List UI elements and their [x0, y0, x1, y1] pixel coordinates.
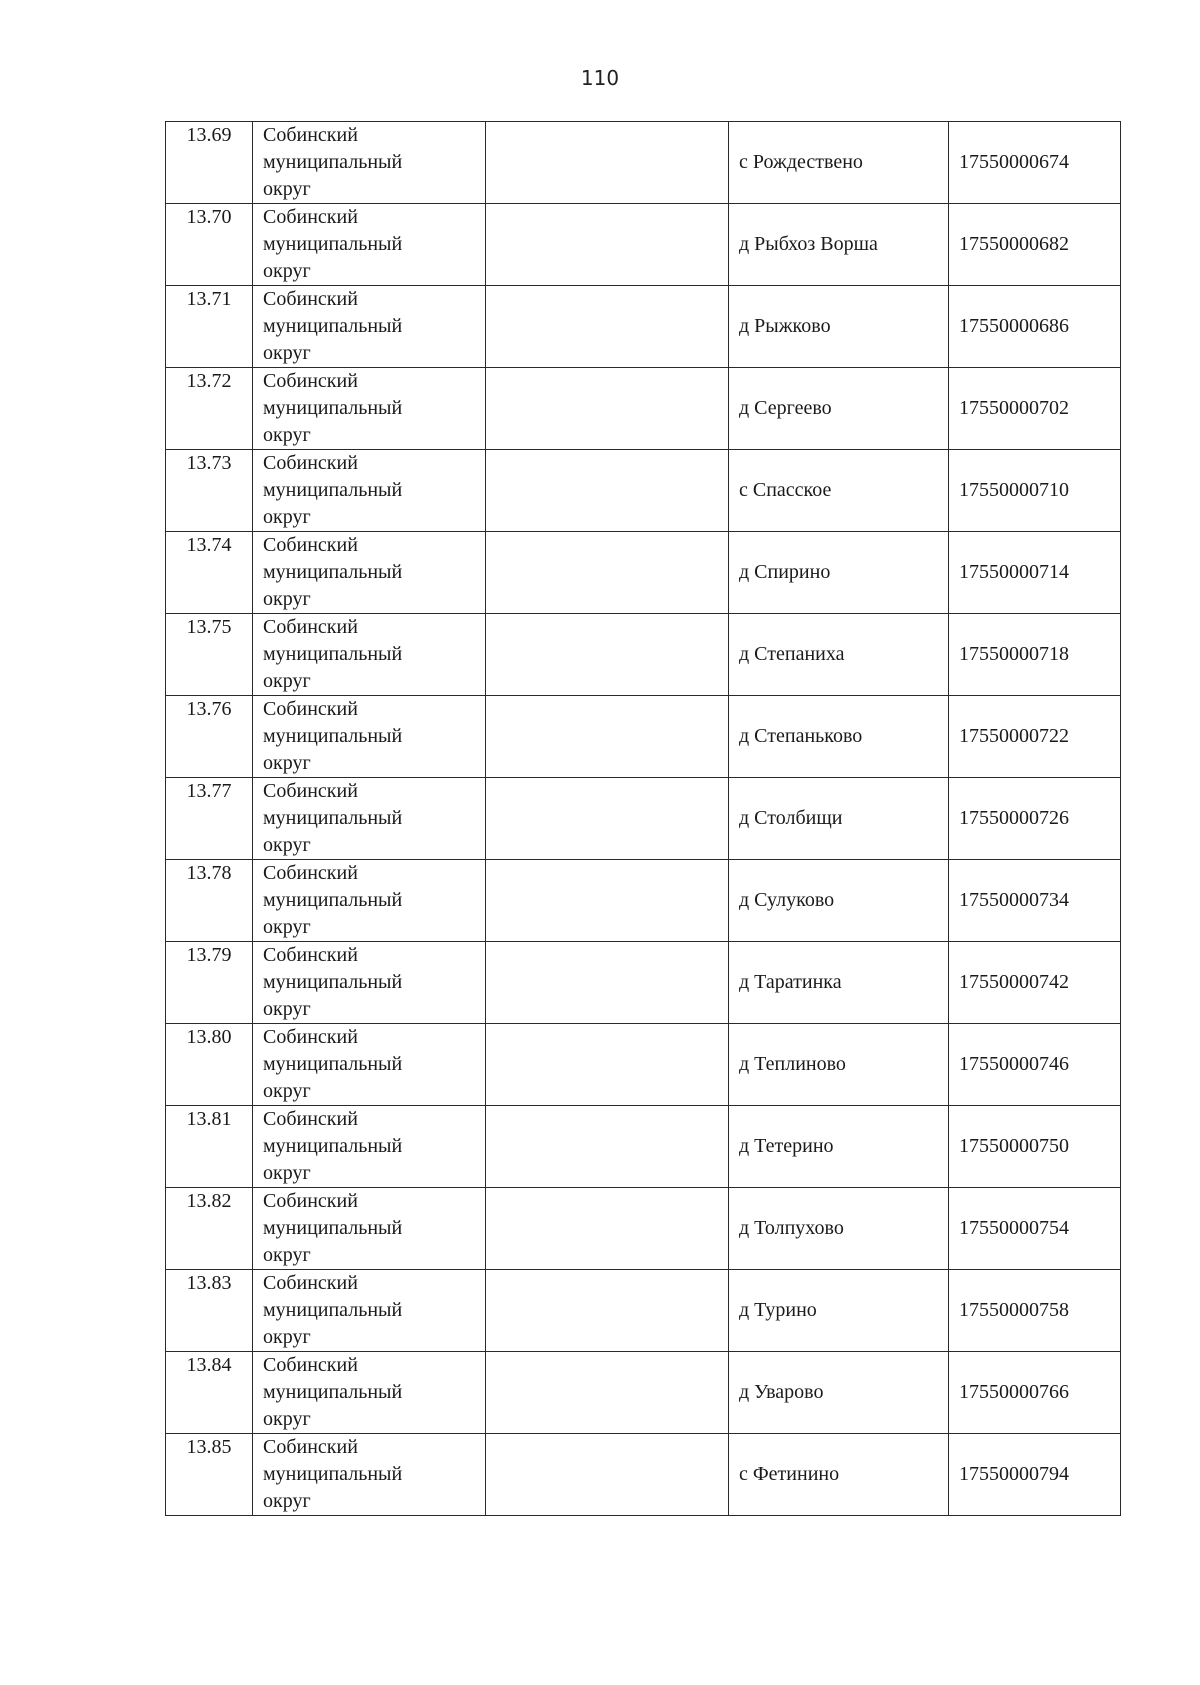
oktmo-code-cell: 17550000794 [949, 1434, 1121, 1516]
municipality-text-line: округ [263, 1244, 311, 1266]
municipality-text-line: округ [263, 1490, 311, 1512]
settlement-name-cell: д Уварово [729, 1352, 949, 1434]
municipality-text-line: муниципальный [263, 1217, 403, 1239]
settlement-name-cell: д Рыжково [729, 286, 949, 368]
municipality-text-line: Собинский [263, 1272, 358, 1294]
municipality-cell [253, 532, 486, 614]
row-number-cell: 13.74 [166, 532, 253, 614]
empty-cell [486, 860, 729, 942]
municipality-text-line: муниципальный [263, 1135, 403, 1157]
oktmo-code-cell: 17550000734 [949, 860, 1121, 942]
municipality-text-line: Собинский [263, 1436, 358, 1458]
municipality-text-line: муниципальный [263, 233, 403, 255]
oktmo-code-cell: 17550000702 [949, 368, 1121, 450]
municipality-text-line: округ [263, 588, 311, 610]
municipality-cell [253, 942, 486, 1024]
table-row [166, 1434, 1121, 1516]
municipality-text-line: округ [263, 1080, 311, 1102]
municipality-text-line: Собинский [263, 616, 358, 638]
row-number-cell: 13.76 [166, 696, 253, 778]
settlement-name-cell: д Таратинка [729, 942, 949, 1024]
municipality-text-line: Собинский [263, 1354, 358, 1376]
municipality-cell [253, 204, 486, 286]
settlement-name-cell: д Спирино [729, 532, 949, 614]
table-row [166, 860, 1121, 942]
municipality-text-line: муниципальный [263, 479, 403, 501]
municipality-text-line: округ [263, 998, 311, 1020]
settlement-name-cell: с Фетинино [729, 1434, 949, 1516]
settlement-name-cell: д Теплиново [729, 1024, 949, 1106]
row-number-cell: 13.80 [166, 1024, 253, 1106]
municipality-cell [253, 368, 486, 450]
municipality-text-line: Собинский [263, 206, 358, 228]
table-row [166, 368, 1121, 450]
empty-cell [486, 1106, 729, 1188]
settlement-name-cell: с Рождествено [729, 122, 949, 204]
table-row [166, 614, 1121, 696]
municipality-text-line: муниципальный [263, 1053, 403, 1075]
table-row [166, 942, 1121, 1024]
municipality-text-line: округ [263, 1408, 311, 1430]
settlements-table-body [166, 122, 1121, 1516]
municipality-text-line: округ [263, 752, 311, 774]
settlement-name-cell: д Степаниха [729, 614, 949, 696]
table-row [166, 286, 1121, 368]
settlement-name-cell: д Сулуково [729, 860, 949, 942]
row-number-cell: 13.70 [166, 204, 253, 286]
oktmo-code-cell: 17550000750 [949, 1106, 1121, 1188]
empty-cell [486, 1270, 729, 1352]
municipality-text-line: Собинский [263, 370, 358, 392]
row-number-cell: 13.82 [166, 1188, 253, 1270]
row-number-cell: 13.79 [166, 942, 253, 1024]
table-row [166, 450, 1121, 532]
table-row [166, 532, 1121, 614]
municipality-text-line: Собинский [263, 288, 358, 310]
municipality-text-line: Собинский [263, 1026, 358, 1048]
municipality-text-line: муниципальный [263, 971, 403, 993]
settlement-name-cell: д Столбищи [729, 778, 949, 860]
municipality-cell [253, 286, 486, 368]
municipality-text-line: округ [263, 834, 311, 856]
municipality-text-line: округ [263, 424, 311, 446]
table-row [166, 1352, 1121, 1434]
table-row [166, 204, 1121, 286]
municipality-cell [253, 614, 486, 696]
municipality-cell [253, 696, 486, 778]
table-row [166, 1188, 1121, 1270]
municipality-text-line: Собинский [263, 1190, 358, 1212]
municipality-text-line: Собинский [263, 124, 358, 146]
oktmo-code-cell: 17550000754 [949, 1188, 1121, 1270]
municipality-cell [253, 122, 486, 204]
empty-cell [486, 1352, 729, 1434]
municipality-cell [253, 1024, 486, 1106]
municipality-text-line: округ [263, 1162, 311, 1184]
settlements-table [165, 121, 1121, 1516]
municipality-text-line: муниципальный [263, 561, 403, 583]
empty-cell [486, 778, 729, 860]
table-row [166, 122, 1121, 204]
row-number-cell: 13.78 [166, 860, 253, 942]
settlement-name-cell: д Толпухово [729, 1188, 949, 1270]
municipality-text-line: округ [263, 1326, 311, 1348]
municipality-text-line: Собинский [263, 698, 358, 720]
row-number-cell: 13.72 [166, 368, 253, 450]
municipality-cell [253, 1270, 486, 1352]
row-number-cell: 13.83 [166, 1270, 253, 1352]
oktmo-code-cell: 17550000758 [949, 1270, 1121, 1352]
settlement-name-cell: с Спасское [729, 450, 949, 532]
empty-cell [486, 696, 729, 778]
table-row [166, 696, 1121, 778]
table-row [166, 1024, 1121, 1106]
oktmo-code-cell: 17550000718 [949, 614, 1121, 696]
row-number-cell: 13.77 [166, 778, 253, 860]
empty-cell [486, 286, 729, 368]
empty-cell [486, 450, 729, 532]
municipality-text-line: округ [263, 260, 311, 282]
oktmo-code-cell: 17550000766 [949, 1352, 1121, 1434]
empty-cell [486, 122, 729, 204]
row-number-cell: 13.73 [166, 450, 253, 532]
oktmo-code-cell: 17550000722 [949, 696, 1121, 778]
settlement-name-cell: д Степаньково [729, 696, 949, 778]
empty-cell [486, 1024, 729, 1106]
municipality-text-line: муниципальный [263, 1381, 403, 1403]
municipality-text-line: округ [263, 178, 311, 200]
oktmo-code-cell: 17550000674 [949, 122, 1121, 204]
row-number-cell: 13.75 [166, 614, 253, 696]
oktmo-code-cell: 17550000742 [949, 942, 1121, 1024]
municipality-text-line: муниципальный [263, 889, 403, 911]
municipality-cell [253, 1434, 486, 1516]
row-number-cell: 13.69 [166, 122, 253, 204]
row-number-cell: 13.81 [166, 1106, 253, 1188]
municipality-text-line: округ [263, 342, 311, 364]
empty-cell [486, 532, 729, 614]
oktmo-code-cell: 17550000710 [949, 450, 1121, 532]
municipality-text-line: Собинский [263, 780, 358, 802]
row-number-cell: 13.71 [166, 286, 253, 368]
municipality-cell [253, 1188, 486, 1270]
municipality-text-line: Собинский [263, 1108, 358, 1130]
table-row [166, 1106, 1121, 1188]
municipality-text-line: округ [263, 916, 311, 938]
table-row [166, 778, 1121, 860]
municipality-text-line: муниципальный [263, 643, 403, 665]
empty-cell [486, 204, 729, 286]
municipality-cell [253, 450, 486, 532]
empty-cell [486, 614, 729, 696]
municipality-cell [253, 1106, 486, 1188]
settlement-name-cell: д Рыбхоз Ворша [729, 204, 949, 286]
oktmo-code-cell: 17550000714 [949, 532, 1121, 614]
municipality-text-line: муниципальный [263, 397, 403, 419]
municipality-text-line: муниципальный [263, 315, 403, 337]
municipality-text-line: Собинский [263, 534, 358, 556]
empty-cell [486, 1188, 729, 1270]
municipality-text-line: округ [263, 506, 311, 528]
municipality-cell [253, 778, 486, 860]
municipality-text-line: муниципальный [263, 151, 403, 173]
settlement-name-cell: д Сергеево [729, 368, 949, 450]
municipality-text-line: Собинский [263, 944, 358, 966]
settlement-name-cell: д Турино [729, 1270, 949, 1352]
empty-cell [486, 942, 729, 1024]
row-number-cell: 13.85 [166, 1434, 253, 1516]
oktmo-code-cell: 17550000686 [949, 286, 1121, 368]
oktmo-code-cell: 17550000726 [949, 778, 1121, 860]
oktmo-code-cell: 17550000682 [949, 204, 1121, 286]
municipality-text-line: муниципальный [263, 1299, 403, 1321]
empty-cell [486, 368, 729, 450]
page-number: 110 [580, 66, 620, 90]
municipality-text-line: округ [263, 670, 311, 692]
municipality-cell [253, 1352, 486, 1434]
municipality-text-line: муниципальный [263, 1463, 403, 1485]
settlement-name-cell: д Тетерино [729, 1106, 949, 1188]
municipality-text-line: муниципальный [263, 807, 403, 829]
municipality-text-line: Собинский [263, 452, 358, 474]
municipality-text-line: Собинский [263, 862, 358, 884]
empty-cell [486, 1434, 729, 1516]
oktmo-code-cell: 17550000746 [949, 1024, 1121, 1106]
municipality-cell [253, 860, 486, 942]
table-row [166, 1270, 1121, 1352]
row-number-cell: 13.84 [166, 1352, 253, 1434]
municipality-text-line: муниципальный [263, 725, 403, 747]
